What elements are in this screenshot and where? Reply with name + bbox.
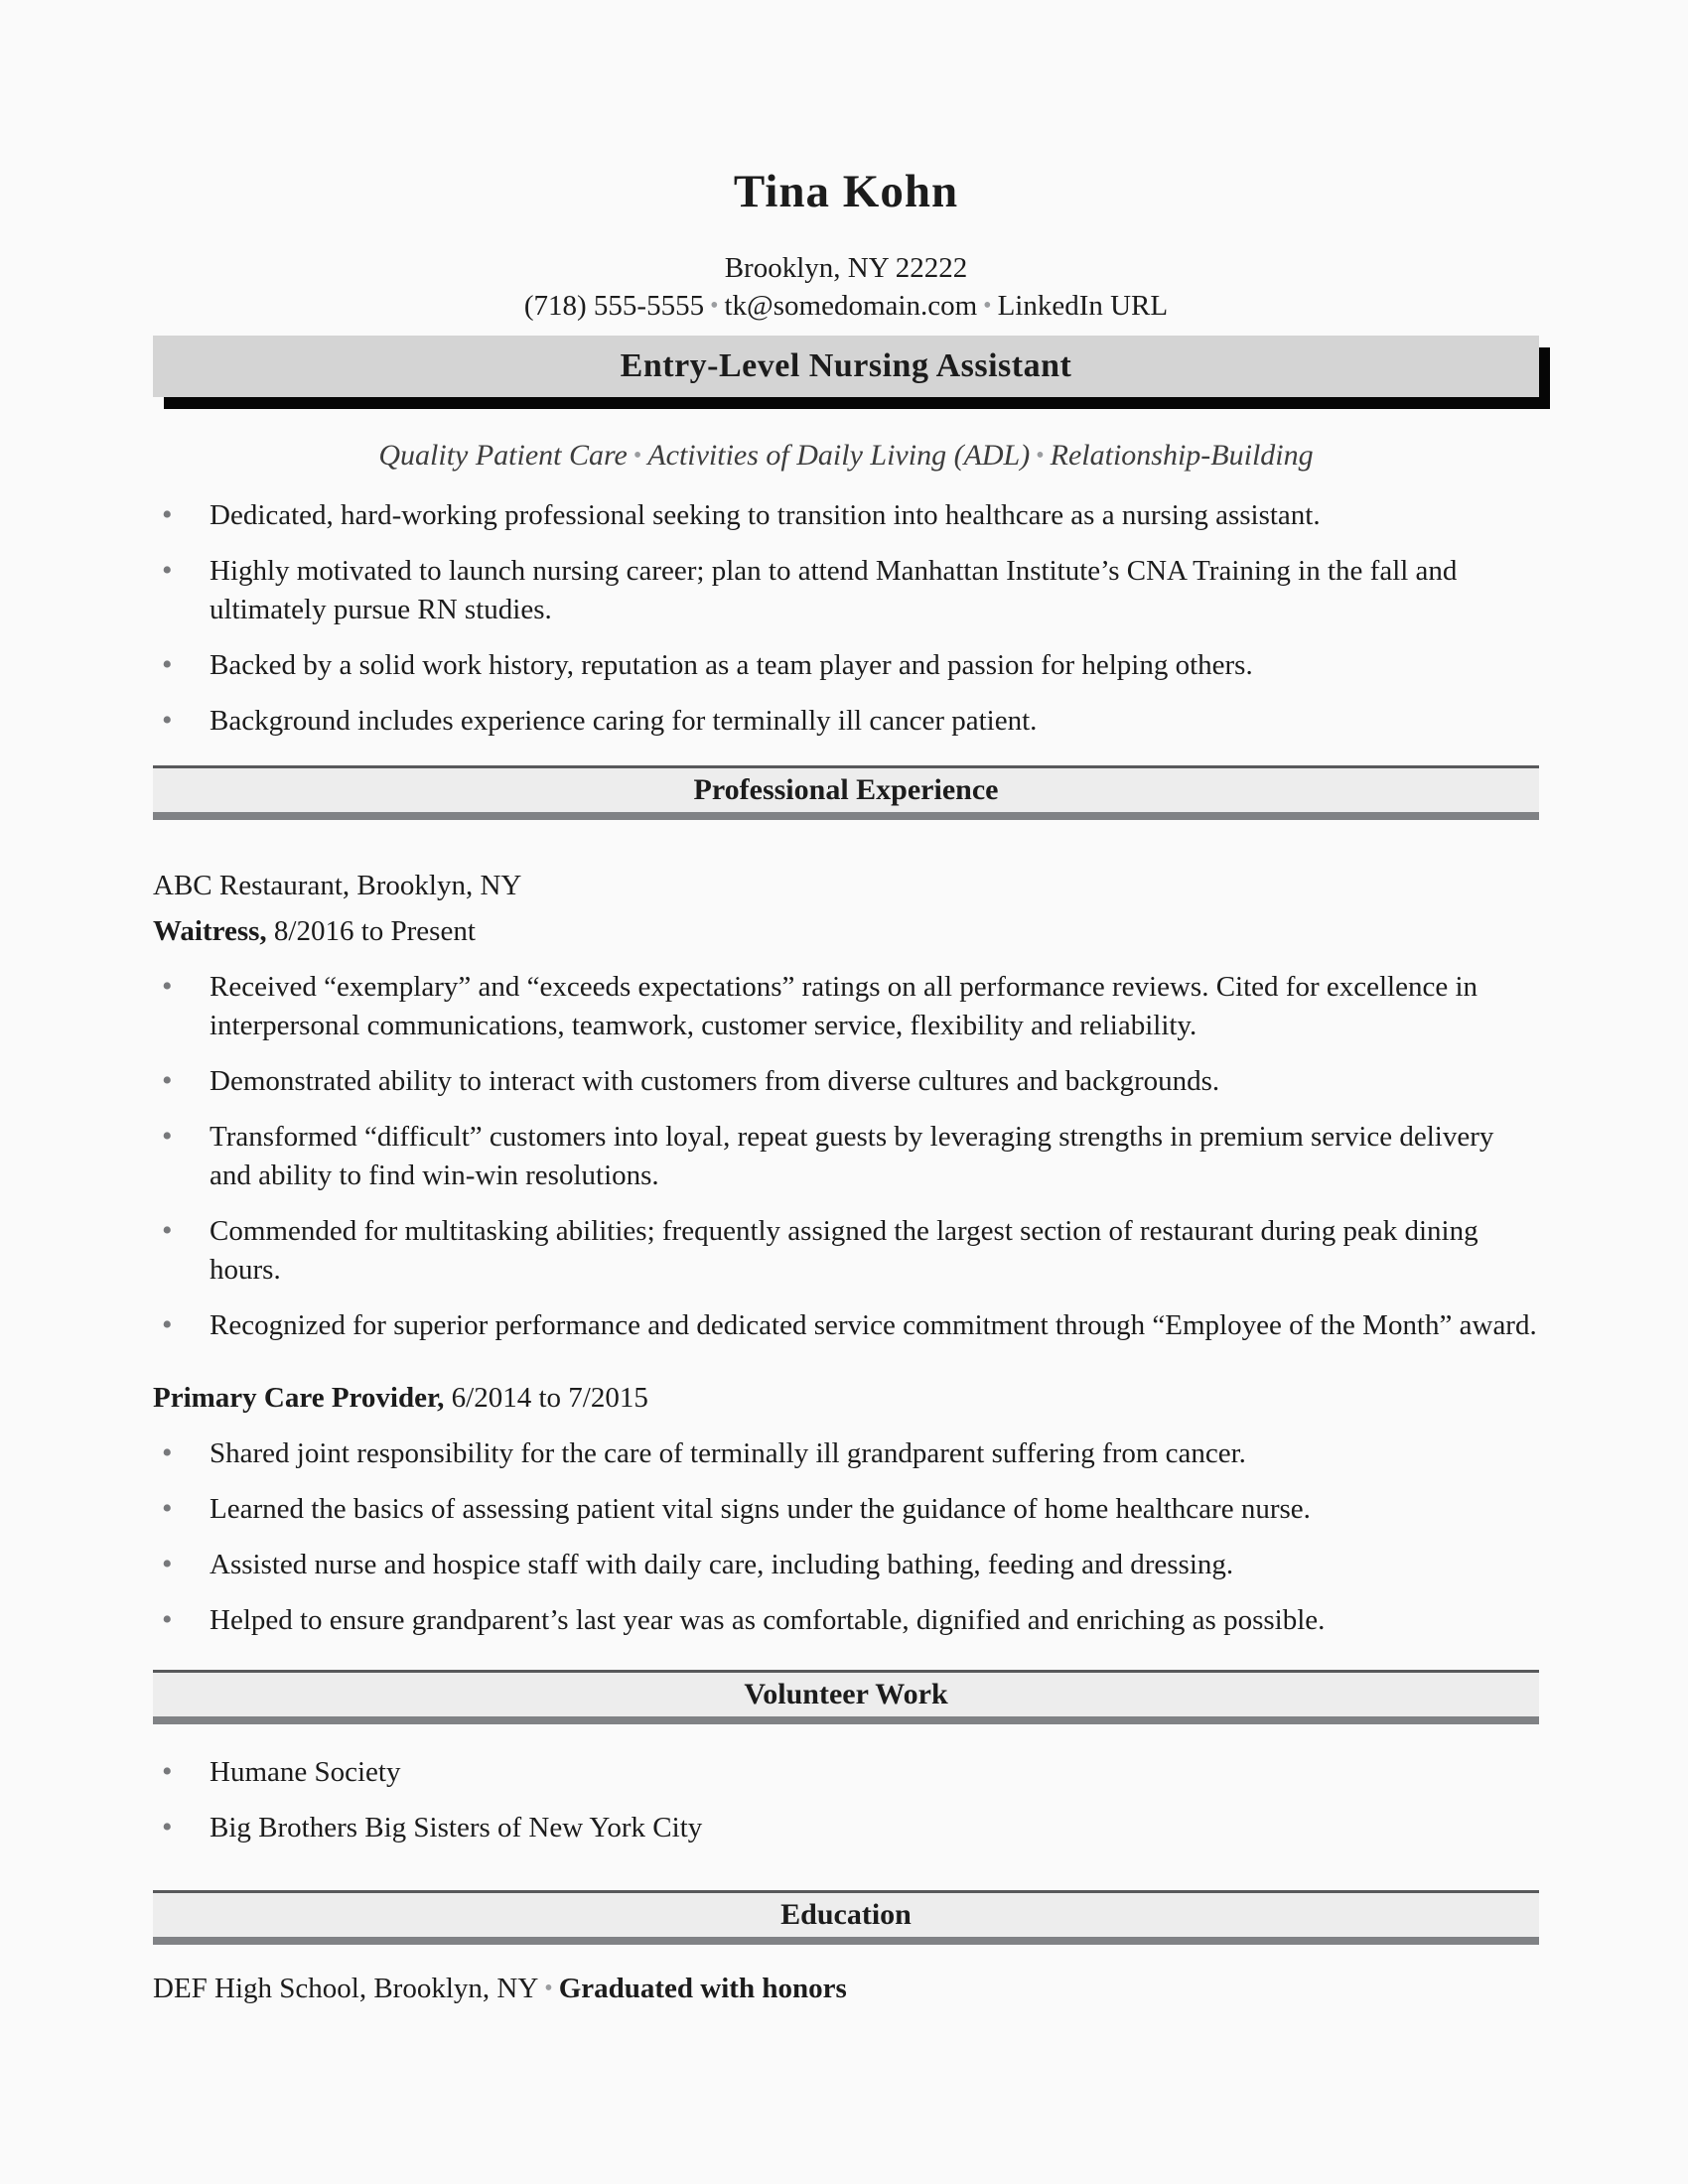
list-item — [153, 1212, 1539, 1290]
job-title-banner — [153, 336, 1539, 397]
summary-bullet-text: Backed by a solid work history, reputation as a team player and passion for helping others. — [210, 649, 1253, 681]
role-line-waitress — [153, 912, 1539, 950]
candidate-name: Tina Kohn — [733, 166, 959, 217]
bullet-icon: • — [162, 1603, 173, 1636]
list-item — [153, 496, 1539, 535]
email-address: tk@somedomain.com — [724, 290, 978, 322]
experience-bullet-text: Shared joint responsibility for the care of terminally ill grandparent suffering from cancer. — [210, 1437, 1246, 1469]
bullet-icon: • — [162, 1436, 173, 1469]
list-item — [153, 1118, 1539, 1195]
volunteer-item-text: Big Brothers Big Sisters of New York City — [210, 1812, 703, 1843]
section-header-education — [153, 1890, 1539, 1945]
experience-bullet-text: Commended for multitasking abilities; frequently assigned the largest section of restaurant during peak dining hours. — [210, 1215, 1478, 1286]
section-title: Volunteer Work — [744, 1678, 948, 1710]
volunteer-item-text: Humane Society — [210, 1756, 401, 1788]
experience-bullet-text: Transformed “difficult” customers into loyal, repeat guests by leveraging strengths in premium service delivery and ability to find win-win resolutions. — [210, 1121, 1494, 1191]
bullet-icon: • — [162, 1492, 173, 1525]
phone-number: (718) 555-5555 — [523, 290, 705, 322]
list-item — [153, 1546, 1539, 1584]
role-dates: 6/2014 to 7/2015 — [451, 1382, 648, 1414]
section-header-volunteer — [153, 1670, 1539, 1724]
role-line-primary-care — [153, 1379, 1539, 1417]
section-header-experience — [153, 765, 1539, 820]
list-item — [153, 1809, 1539, 1847]
linkedin-url: LinkedIn URL — [997, 290, 1169, 322]
waitress-bullet-list — [153, 968, 1539, 1345]
role-title: Waitress, — [153, 915, 267, 947]
bullet-icon: • — [162, 970, 173, 1003]
list-item — [153, 1753, 1539, 1792]
summary-list — [153, 496, 1539, 741]
tagline-item: Relationship-Building — [1050, 439, 1314, 472]
skills-tagline — [153, 439, 1539, 473]
experience-bullet-text: Learned the basics of assessing patient vital signs under the guidance of home healthcare nurse. — [210, 1493, 1311, 1525]
bullet-separator-icon: • — [1036, 443, 1045, 469]
bullet-icon: • — [162, 1214, 173, 1247]
bullet-icon: • — [162, 648, 173, 681]
experience-bullet-text: Recognized for superior performance and dedicated service commitment through “Employee of the Month” award. — [210, 1309, 1537, 1341]
summary-bullet-text: Dedicated, hard-working professional seeking to transition into healthcare as a nursing assistant. — [210, 499, 1321, 531]
list-item — [153, 702, 1539, 741]
school-name: DEF High School, Brooklyn, NY — [153, 1973, 539, 2004]
bullet-separator-icon: • — [983, 293, 992, 319]
summary-bullet-text: Highly motivated to launch nursing career; plan to attend Manhattan Institute’s CNA Training in the fall and ultimately pursue RN studies. — [210, 555, 1458, 625]
experience-bullet-text: Assisted nurse and hospice staff with daily care, including bathing, feeding and dressing. — [210, 1549, 1234, 1580]
education-line — [153, 1970, 1539, 2007]
volunteer-list — [153, 1753, 1539, 1847]
list-item — [153, 1601, 1539, 1640]
experience-bullet-text: Demonstrated ability to interact with customers from diverse cultures and backgrounds. — [210, 1065, 1220, 1097]
bullet-icon: • — [162, 1064, 173, 1097]
bullet-icon: • — [162, 1755, 173, 1788]
list-item — [153, 552, 1539, 629]
bullet-icon: • — [162, 704, 173, 737]
resume-page — [153, 167, 1539, 2007]
list-item — [153, 1490, 1539, 1529]
bullet-icon: • — [162, 1308, 173, 1341]
bullet-separator-icon: • — [544, 1976, 553, 2001]
list-item — [153, 1062, 1539, 1101]
contact-line — [153, 290, 1539, 322]
tagline-item: Quality Patient Care — [378, 439, 628, 472]
bullet-separator-icon: • — [710, 293, 719, 319]
tagline-item: Activities of Daily Living (ADL) — [647, 439, 1031, 472]
bullet-icon: • — [162, 554, 173, 587]
list-item — [153, 1434, 1539, 1473]
section-title: Professional Experience — [693, 773, 999, 806]
experience-bullet-text: Helped to ensure grandparent’s last year was as comfortable, dignified and enriching as possible. — [210, 1604, 1326, 1636]
bullet-icon: • — [162, 498, 173, 531]
role-title: Primary Care Provider, — [153, 1382, 445, 1414]
honors-text: Graduated with honors — [558, 1973, 847, 2004]
bullet-separator-icon: • — [633, 443, 642, 469]
bullet-icon: • — [162, 1120, 173, 1153]
experience-bullet-text: Received “exemplary” and “exceeds expectations” ratings on all performance reviews. Cited for excellence in interpersonal communications, teamwork, customer service, flexibility and reliability. — [210, 971, 1478, 1041]
list-item — [153, 646, 1539, 685]
section-title: Education — [780, 1898, 912, 1931]
summary-bullet-text: Background includes experience caring for terminally ill cancer patient. — [210, 705, 1038, 737]
primary-care-bullet-list — [153, 1434, 1539, 1640]
employer-line: ABC Restaurant, Brooklyn, NY — [153, 870, 522, 901]
candidate-location: Brooklyn, NY 22222 — [724, 252, 968, 284]
job-title: Entry-Level Nursing Assistant — [620, 347, 1072, 384]
role-dates: 8/2016 to Present — [273, 915, 476, 947]
list-item — [153, 1306, 1539, 1345]
bullet-icon: • — [162, 1548, 173, 1580]
bullet-icon: • — [162, 1811, 173, 1843]
list-item — [153, 968, 1539, 1045]
